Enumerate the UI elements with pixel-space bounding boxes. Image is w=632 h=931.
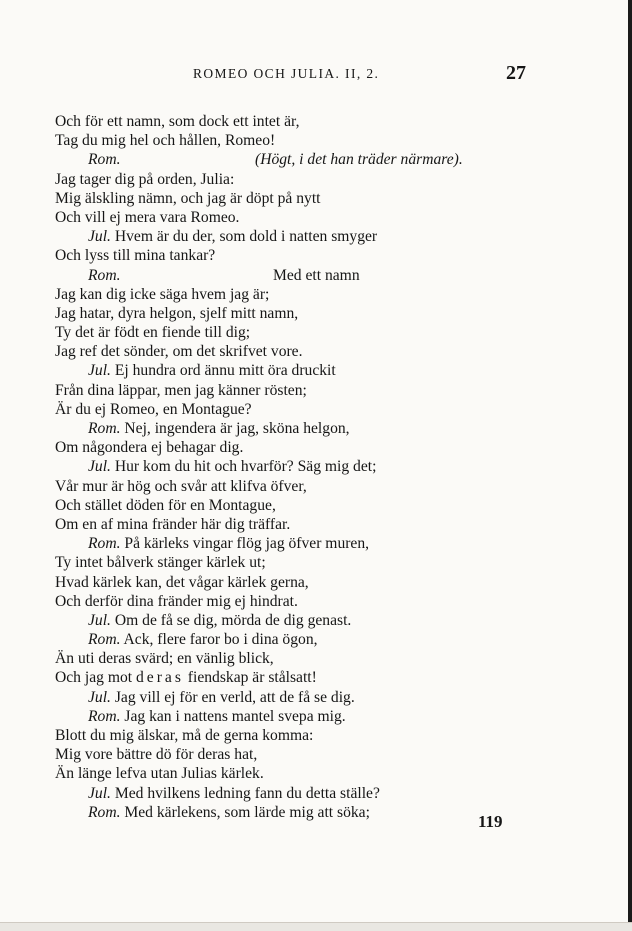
verse-fragment: Och jag mot	[55, 669, 136, 687]
speaker-name: Rom.	[88, 803, 121, 821]
verse-fragment: fiendskap är stålsatt!	[183, 669, 317, 687]
speaker-name: Jul.	[88, 688, 111, 706]
verse-line: Hvad kärlek kan, det vågar kärlek gerna,	[55, 573, 309, 591]
speech-text: Jag kan i nattens mantel svepa mig.	[124, 707, 346, 725]
speech-line	[55, 707, 535, 726]
speaker-name: Rom.	[88, 151, 121, 169]
page-number: 27	[506, 62, 526, 84]
speech-line	[55, 688, 535, 707]
verse-line	[55, 668, 535, 687]
speech-text: Om de få se dig, mörda de dig genast.	[114, 611, 352, 629]
speech-line	[55, 534, 535, 553]
verse-line: Om en af mina fränder här dig träffar.	[55, 515, 291, 533]
speech-line	[55, 227, 535, 246]
speaker-name: Rom.	[88, 707, 121, 725]
speech-text: Med kärlekens, som lärde mig att söka;	[124, 803, 370, 821]
speech-line	[55, 457, 535, 476]
speaker-name: Rom.	[88, 420, 121, 437]
speech-text: Nej, ingendera är jag, sköna helgon,	[124, 420, 350, 437]
speaker-name: Jul.	[88, 362, 111, 380]
verse-line: Tag du mig hel och hållen, Romeo!	[55, 132, 276, 150]
speech-heading-line	[55, 150, 535, 169]
verse-line: Och derför dina fränder mig ej hindrat.	[55, 592, 298, 610]
verse-line: Och för ett namn, som dock ett intet är,	[55, 113, 300, 130]
speech-text: Hvem är du der, som dold i natten smyger	[114, 228, 378, 246]
verse-line: Mig älskling nämn, och jag är döpt på nytt	[55, 189, 321, 207]
speech-text: Ack, flere faror bo i dina ögon,	[123, 631, 318, 649]
verse-line: Mig vore bättre dö för deras hat,	[55, 746, 258, 764]
speaker-name: Jul.	[88, 611, 111, 629]
running-title: ROMEO OCH JULIA. II, 2.	[193, 66, 380, 81]
verse-line: Vår mur är hög och svår att klifva öfver,	[55, 477, 307, 495]
speaker-name: Rom.	[88, 631, 121, 649]
speech-text: Med hvilkens ledning fann du detta ställe?	[114, 784, 380, 802]
speaker-name: Rom.	[88, 535, 121, 553]
speaker-name: Jul.	[88, 458, 111, 476]
speech-text: Jag vill ej för en verld, att de få se dig.	[114, 688, 355, 706]
speech-line	[55, 611, 535, 630]
page-header	[0, 62, 632, 86]
stage-direction: (Högt, i det han träder närmare).	[255, 151, 463, 169]
verse-line: Blott du mig älskar, må de gerna komma:	[55, 727, 314, 744]
verse-line: Om någondera ej behagar dig.	[55, 439, 244, 457]
speech-line	[55, 803, 535, 822]
verse-line: Jag hatar, dyra helgon, sjelf mitt namn,	[55, 304, 299, 322]
verse-continuation: Med ett namn	[273, 266, 360, 284]
signature-mark: 119	[478, 812, 503, 831]
speaker-name: Jul.	[88, 784, 111, 802]
verse-line: Än uti deras svärd; en vänlig blick,	[55, 650, 274, 668]
speech-heading-line	[55, 266, 535, 285]
verse-line: Ty det är födt en fiende till dig;	[55, 324, 251, 342]
verse-line: Jag tager dig på orden, Julia:	[55, 170, 235, 188]
verse-line: Och stället döden för en Montague,	[55, 496, 276, 514]
verse-text	[55, 112, 535, 822]
verse-line: Jag ref det sönder, om det skrifvet vore.	[55, 343, 303, 361]
verse-line: Än länge lefva utan Julias kärlek.	[55, 765, 264, 783]
verse-line: Jag kan dig icke säga hvem jag är;	[55, 285, 270, 303]
speech-text: På kärleks vingar flög jag öfver muren,	[124, 535, 370, 553]
speech-line	[55, 361, 535, 380]
speech-line	[55, 630, 535, 649]
speech-text: Ej hundra ord ännu mitt öra druckit	[114, 362, 336, 380]
speaker-name: Jul.	[88, 228, 111, 246]
speech-text: Hur kom du hit och hvarför? Säg mig det;	[114, 458, 377, 476]
verse-line: Och vill ej mera vara Romeo.	[55, 208, 240, 226]
speech-line	[55, 419, 535, 438]
verse-line: Ty intet bålverk stänger kärlek ut;	[55, 554, 266, 572]
scan-edge-bottom	[0, 922, 632, 931]
verse-line: Och lyss till mina tankar?	[55, 247, 216, 265]
verse-line: Är du ej Romeo, en Montague?	[55, 400, 252, 418]
verse-line: Från dina läppar, men jag känner rösten;	[55, 381, 307, 399]
speaker-name: Rom.	[88, 266, 121, 284]
speech-line	[55, 784, 535, 803]
scan-edge-right	[628, 0, 632, 931]
spaced-emphasis: deras	[135, 669, 184, 687]
